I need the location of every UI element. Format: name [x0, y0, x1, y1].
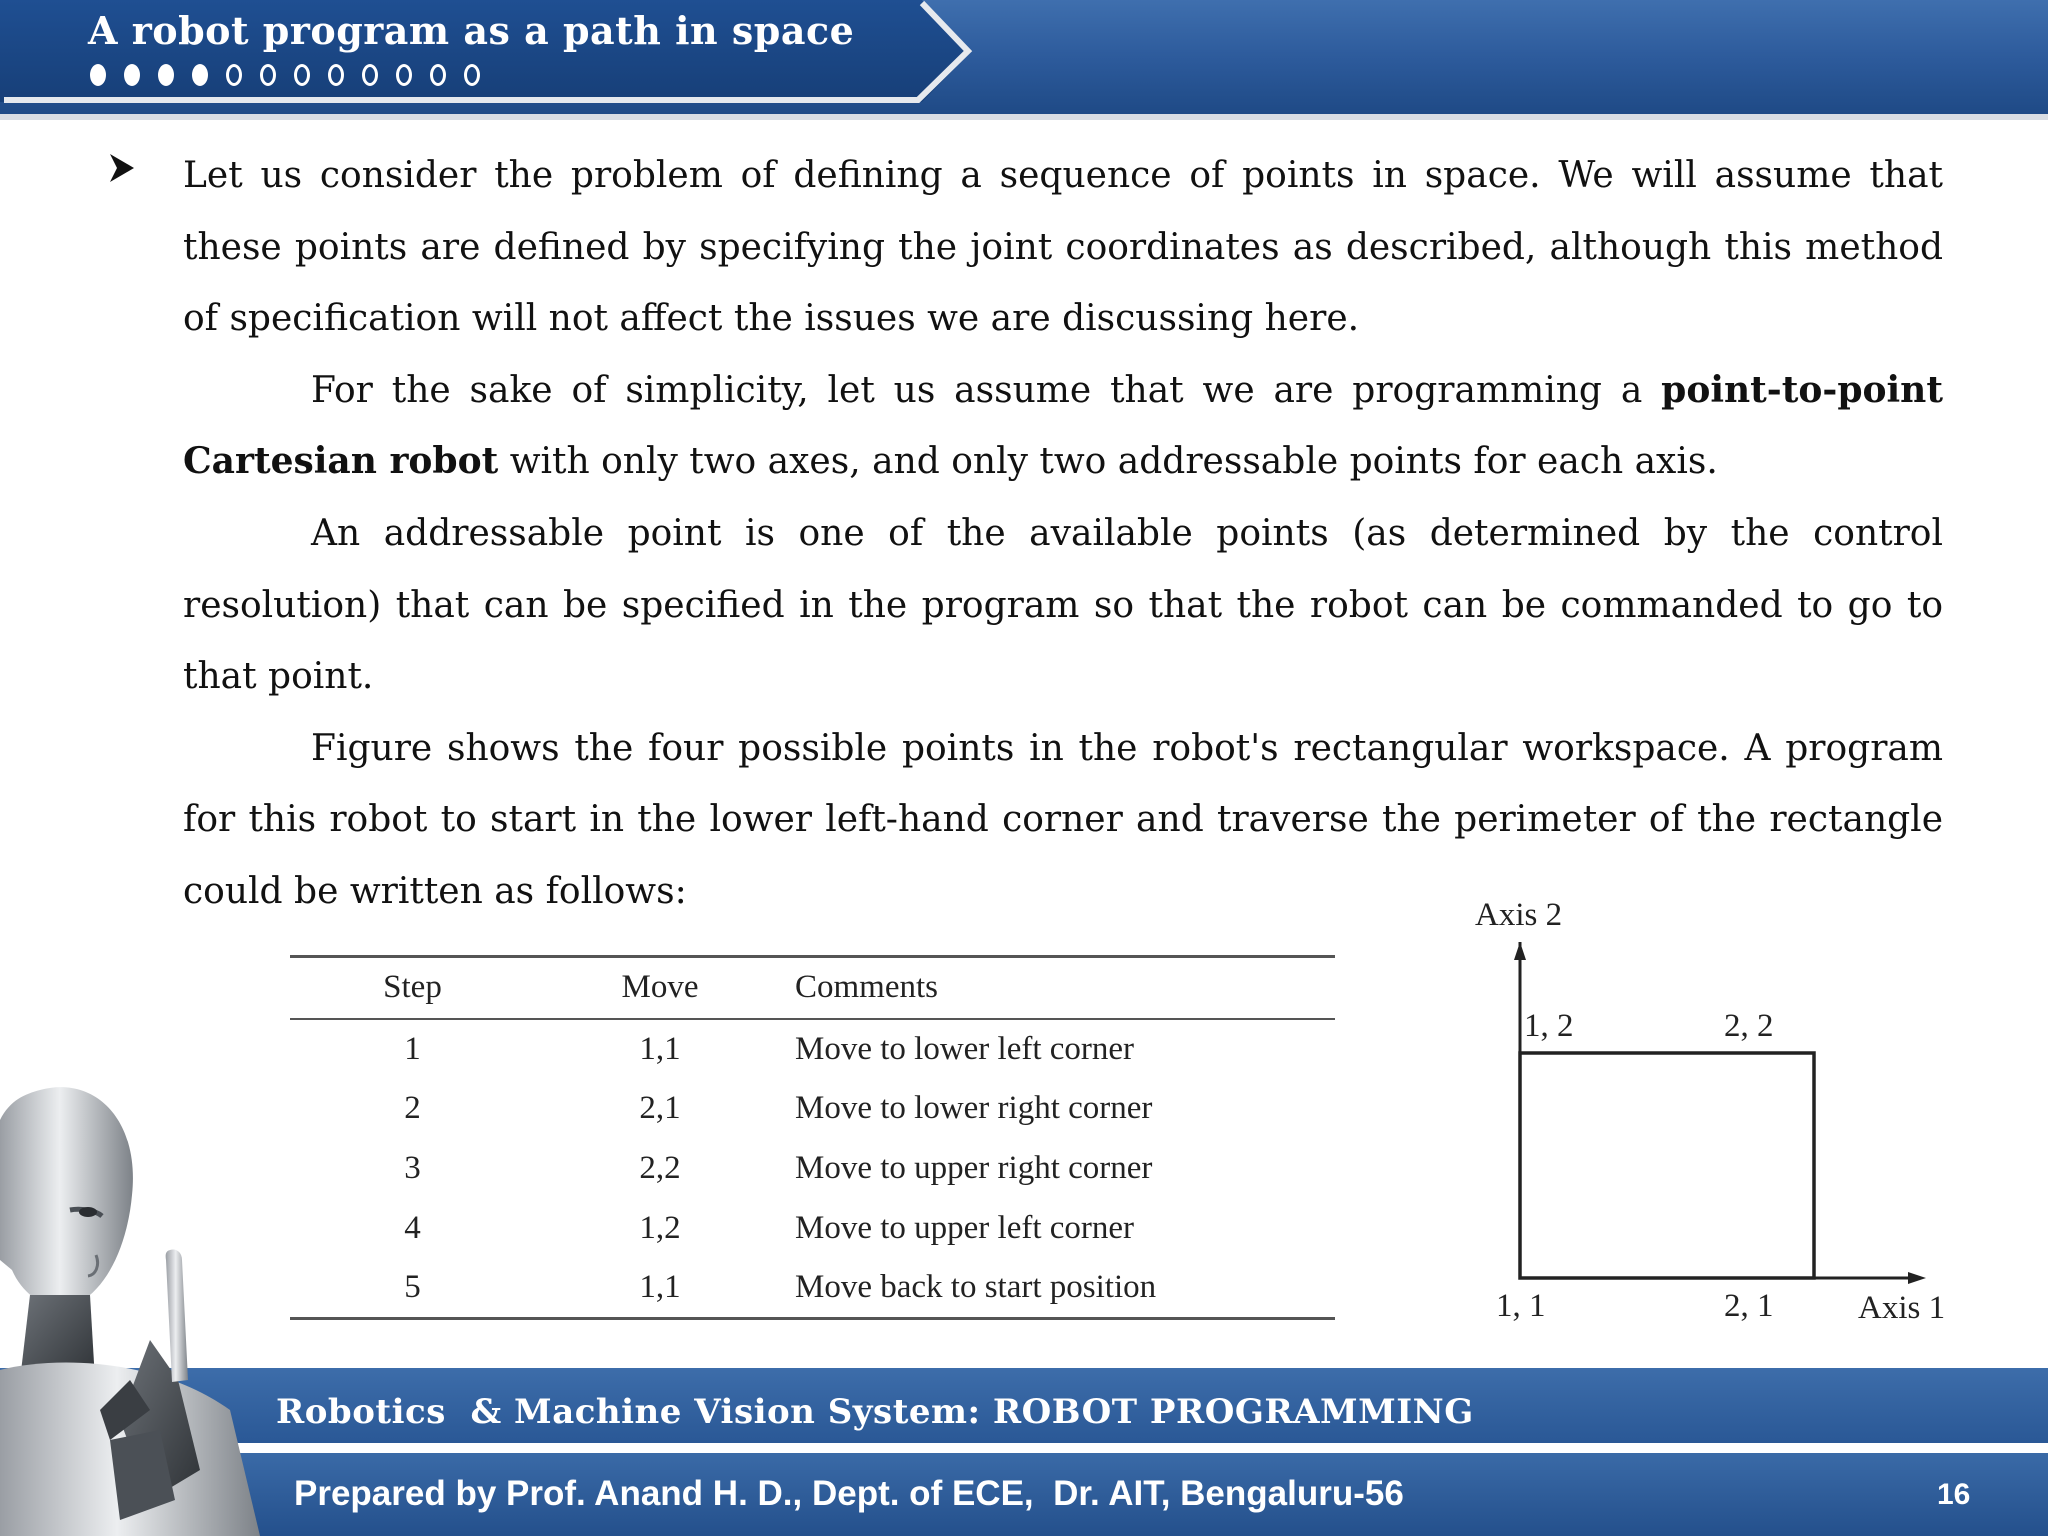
- slide-title: A robot program as a path in space: [88, 8, 855, 53]
- course-title: Robotics & Machine Vision System: ROBOT PROGRAMMING: [276, 1392, 1474, 1432]
- table-header-row: [290, 957, 1335, 1019]
- table-row: [290, 1199, 1335, 1259]
- cell-step: 4: [404, 1210, 421, 1246]
- progress-dot-empty: [328, 64, 344, 86]
- header-banner: [0, 0, 2048, 120]
- cell-comment: Move to lower right corner: [795, 1090, 1153, 1126]
- paragraph-cartesian: [183, 355, 1943, 498]
- point-label-1-2: 1, 2: [1524, 1008, 1574, 1044]
- table-row: [290, 1019, 1335, 1079]
- workspace-figure: [1460, 880, 1980, 1340]
- progress-dot-empty: [430, 64, 446, 86]
- paragraph-figure: Figure shows the four possible points in the robot's rectangular workspace. A program for this robot to start in the lower left-hand corner and traverse the perimeter of the rectangle could be written as follows:: [183, 727, 1943, 912]
- progress-dot-filled: [124, 64, 140, 86]
- paragraph-cartesian-end: with only two axes, and only two addressable points for each axis.: [498, 441, 1718, 483]
- table-row: [290, 1139, 1335, 1199]
- progress-dot-filled: [158, 64, 174, 86]
- cell-comment: Move to upper left corner: [795, 1210, 1135, 1246]
- progress-dot-empty: [294, 64, 310, 86]
- cell-move: 2,1: [639, 1090, 681, 1126]
- point-label-2-2: 2, 2: [1724, 1008, 1774, 1044]
- column-header-step: Step: [290, 957, 535, 1019]
- progress-dot-empty: [362, 64, 378, 86]
- progress-dots: [90, 64, 480, 86]
- axis1-label: Axis 1: [1858, 1290, 1946, 1326]
- column-header-move: Move: [535, 957, 785, 1019]
- workspace-rectangle: [1520, 1053, 1814, 1278]
- cell-move: 1,1: [639, 1030, 681, 1067]
- term-point-to-point: point-to-point Cartesian robot: [183, 368, 1943, 483]
- cell-step: 2: [404, 1090, 421, 1126]
- program-table: [290, 955, 1335, 1320]
- progress-dot-filled: [90, 64, 106, 86]
- point-label-1-1: 1, 1: [1496, 1288, 1546, 1324]
- progress-dot-filled: [192, 64, 208, 86]
- cell-step: 5: [290, 1259, 535, 1319]
- body-text: [183, 140, 1943, 928]
- robot-illustration: [0, 1080, 260, 1536]
- axis2-arrowhead-icon: [1514, 942, 1526, 960]
- column-header-comments: Comments: [785, 957, 1335, 1019]
- point-label-2-1: 2, 1: [1724, 1288, 1774, 1324]
- author-credit: Prepared by Prof. Anand H. D., Dept. of ECE, Dr. AIT, Bengaluru-56: [294, 1474, 1404, 1513]
- cell-step: 1: [404, 1030, 421, 1067]
- cell-move: 1,2: [639, 1210, 681, 1246]
- axis1-arrowhead-icon: [1908, 1272, 1926, 1284]
- paragraph-intro: Let us consider the problem of defining a sequence of points in space. We will assume that these points are defined by specifying the joint coordinates as described, although this method of specification will not affect the issues we are discussing here.: [183, 155, 1943, 340]
- cell-comment: Move back to start position: [785, 1259, 1335, 1319]
- cell-move: 1,1: [535, 1259, 785, 1319]
- page-number: 16: [1937, 1478, 1971, 1511]
- cell-comment: Move to lower left corner: [795, 1030, 1135, 1067]
- progress-dot-empty: [260, 64, 276, 86]
- paragraph-cartesian-start: For the sake of simplicity, let us assume that we are programming a: [311, 369, 1662, 411]
- cell-comment: Move to upper right corner: [795, 1150, 1153, 1186]
- table-row: [290, 1259, 1335, 1319]
- paragraph-addressable: An addressable point is one of the available points (as determined by the control resolution) that can be specified in the program so that the robot can be commanded to go to that point.: [183, 512, 1943, 698]
- axis2-label: Axis 2: [1475, 897, 1563, 933]
- progress-dot-empty: [226, 64, 242, 86]
- cell-move: 2,2: [639, 1150, 681, 1186]
- bullet-arrow-icon: [108, 150, 136, 186]
- progress-dot-empty: [396, 64, 412, 86]
- table-row: [290, 1079, 1335, 1139]
- cell-step: 3: [404, 1150, 421, 1186]
- progress-dot-empty: [464, 64, 480, 86]
